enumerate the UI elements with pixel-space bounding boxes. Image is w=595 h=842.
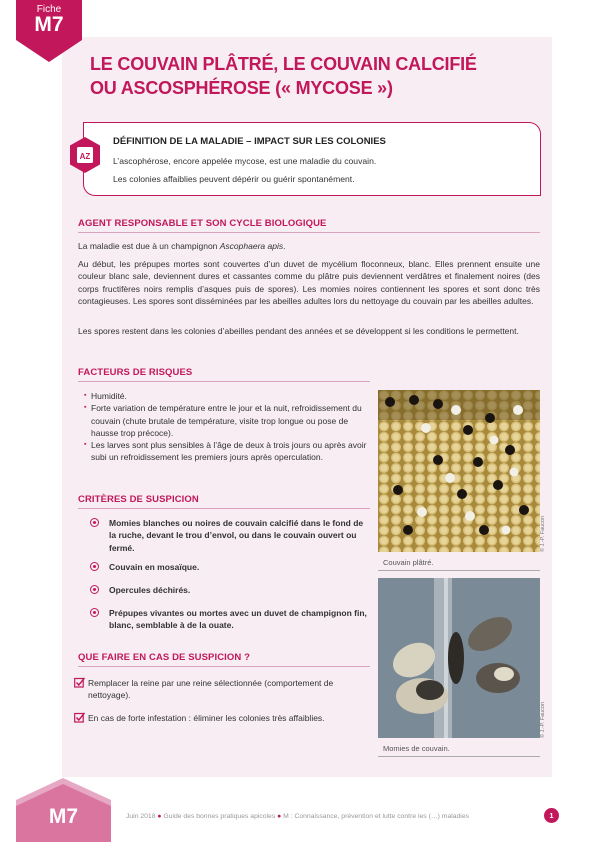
mummies-photo <box>378 578 540 738</box>
criteria-item: Prépupes vivantes ou mortes avec un duvet de champignon fin, blanc, semblable à de la ouate. <box>90 607 372 632</box>
page-title: LE COUVAIN PLÂTRÉ, LE COUVAIN CALCIFIÉ OU ASCOSPHÉROSE (« MYCOSE ») <box>90 54 477 98</box>
action-heading: QUE FAIRE EN CAS DE SUSPICION ? <box>78 652 251 663</box>
agent-heading: AGENT RESPONSABLE ET SON CYCLE BIOLOGIQUE <box>78 218 327 229</box>
criteria-heading: CRITÈRES DE SUSPICION <box>78 494 199 505</box>
fiche-tab <box>16 0 82 62</box>
agent-paragraph: Au début, les prépupes mortes sont couvertes d’un duvet de mycélium floconneux, blanc. Elles prennent ensuite une couleur blanc sale, deviennent dures et cassantes comme du plâtre puis deviennent verdâtres et finalement noires (des corps fructifères noirs remplis d’asques puis de spores). Les momies noires contiennent les spores et sont donc très contagieuses. Les spores sont disséminées par les abeilles adultes lors du nettoyage du couvain par les abeilles adultes. <box>78 259 540 306</box>
svg-text:AZ: AZ <box>79 152 91 161</box>
page-number: 1 <box>544 808 559 823</box>
section-divider <box>78 381 370 382</box>
criteria-item: Opercules déchirés. <box>90 584 372 596</box>
section-divider <box>78 508 370 509</box>
photo-caption: Couvain plâtré. <box>383 558 434 567</box>
checkbox-icon <box>74 677 85 688</box>
agent-paragraph: Les spores restent dans les colonies d’abeilles pendant des années et se développent si les conditions le permettent. <box>78 326 519 336</box>
target-bullet-icon <box>90 585 99 594</box>
list-item: ▪ Forte variation de température entre le jour et la nuit, refroidissement du couvain (chute brutale de température, visite trop longue ou pose de hausse trop précoce). <box>84 402 370 439</box>
list-item: ▪ Humidité. <box>84 390 370 402</box>
list-item: ▪ Les larves sont plus sensibles à l’âge de deux à trois jours ou après avoir subi un refroidissement les premiers jours après operculation. <box>84 439 370 464</box>
agent-paragraph: La maladie est due à un champignon Ascophaera apis. <box>78 241 286 251</box>
action-item: Remplacer la reine par une reine sélectionnée (comportement de nettoyage). <box>74 677 374 702</box>
target-bullet-icon <box>90 518 99 527</box>
target-bullet-icon <box>90 562 99 571</box>
section-divider <box>78 666 370 667</box>
definition-title: DÉFINITION DE LA MALADIE – IMPACT SUR LES COLONIES <box>113 136 386 147</box>
action-item: En cas de forte infestation : éliminer les colonies très affaiblies. <box>74 712 374 724</box>
footer-code: M7 <box>48 805 79 828</box>
criteria-item: Couvain en mosaïque. <box>90 561 372 573</box>
photo-divider <box>378 570 540 571</box>
checkbox-icon <box>74 712 85 723</box>
photo-caption: Momies de couvain. <box>383 744 450 753</box>
footer-tab <box>16 778 111 842</box>
photo-credit: © J.-P. Faucon <box>540 515 546 552</box>
risks-list <box>84 390 370 464</box>
definition-line: L’ascophérose, encore appelée mycose, est une maladie du couvain. <box>113 156 377 166</box>
footer-text: Juin 2018 ● Guide des bonnes pratiques apicoles ● M : Connaissance, prévention et lutte contre les (…) maladies <box>126 813 469 820</box>
photo-divider <box>378 756 540 757</box>
target-bullet-icon <box>90 608 99 617</box>
risks-heading: FACTEURS DE RISQUES <box>78 367 193 378</box>
brood-comb-photo <box>378 390 540 552</box>
photo-credit: © J.-P. Faucon <box>540 701 546 738</box>
definition-line: Les colonies affaiblies peuvent dépérir ou guérir spontanément. <box>113 174 355 184</box>
section-divider <box>78 232 540 233</box>
criteria-item: Momies blanches ou noires de couvain calcifié dans le fond de la ruche, devant le trou d’envol, ou dans le couvain ouvert ou fermé. <box>90 517 372 554</box>
fiche-code: M7 <box>34 13 64 36</box>
dictionary-icon <box>68 136 102 174</box>
fiche-label: Fiche <box>36 4 62 15</box>
